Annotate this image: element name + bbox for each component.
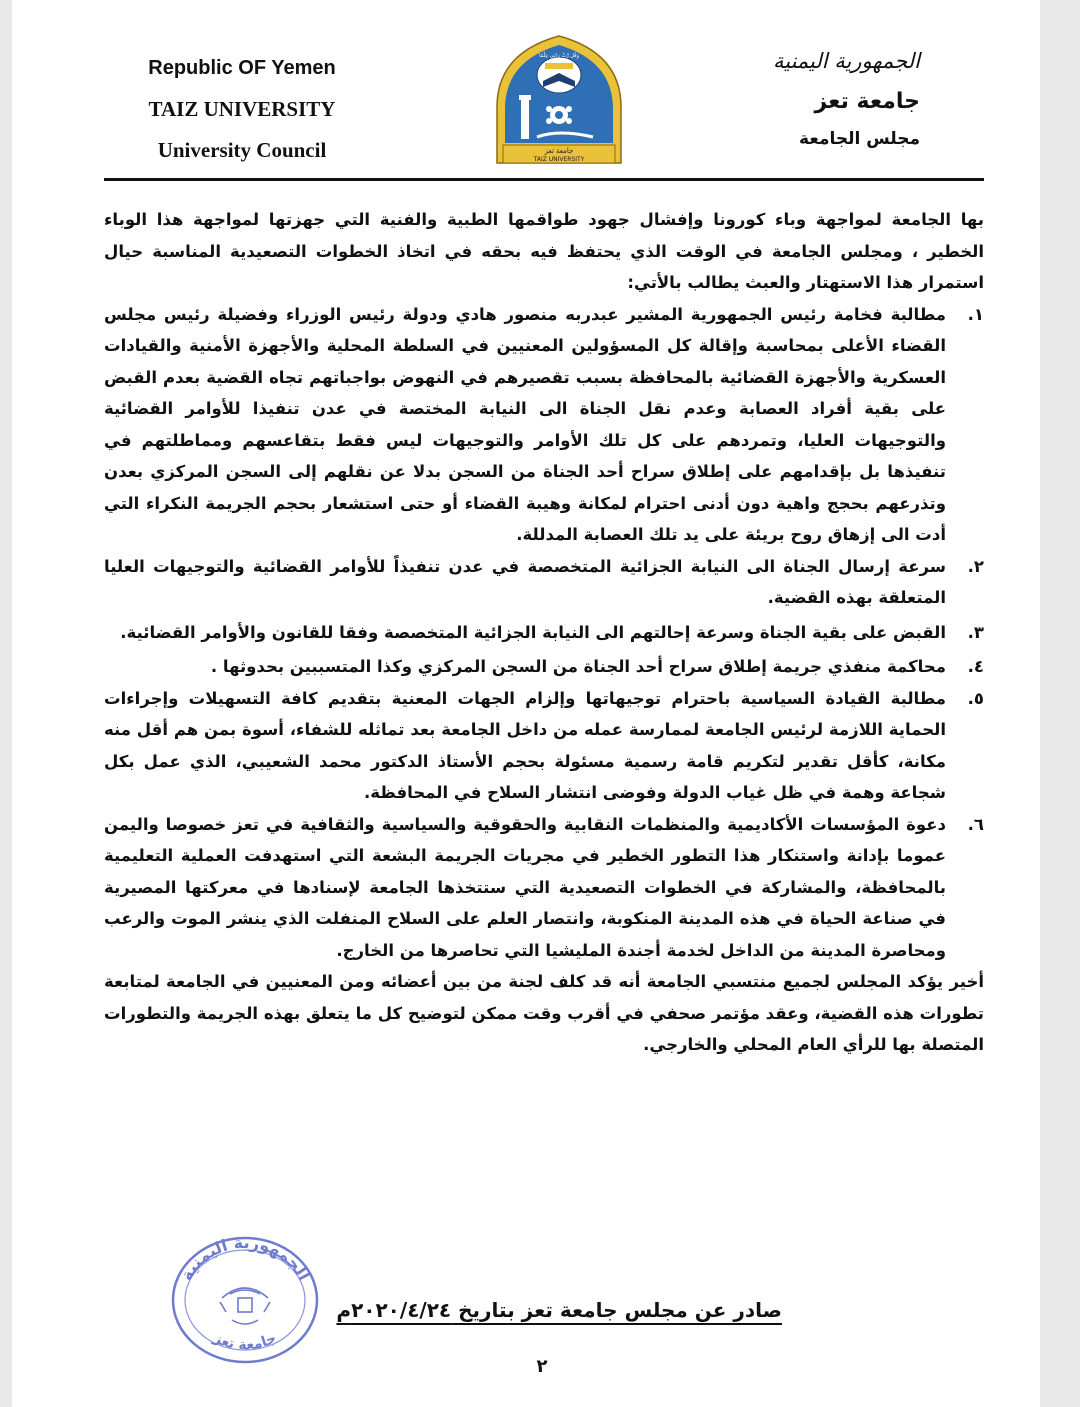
demand-number: ٣. — [967, 622, 984, 642]
english-republic: Republic OF Yemen — [148, 57, 336, 79]
demand-number: ٦. — [967, 814, 984, 834]
demand-number: ٢. — [967, 556, 984, 576]
demand-text: محاكمة منفذي جريمة إطلاق سراح أحد الجناة من السجن المركزي وكذا المتسببين بحدوثها . — [210, 657, 946, 676]
intro-paragraph: بها الجامعة لمواجهة وباء كورونا وإفشال جهود طواقمها الطبية والفنية التي جهزتها لمواجهة هذا الوباء الخطير ، ومجلس الجامعة في الوقت الذي يحتفظ فيه بحقه في اتخاذ الخطوات التصعيدية المناسبة حيال استمرار هذا الاستهتار والعبث يطالب بالأتي: — [104, 210, 984, 292]
arabic-council: مجلس الجامعة — [799, 129, 920, 149]
page-number: ٢ — [536, 1356, 548, 1377]
header-divider — [104, 178, 984, 181]
english-council: University Council — [157, 138, 327, 162]
svg-text:الجمهورية اليمنية — [176, 1233, 313, 1284]
demand-item — [104, 551, 984, 614]
demand-item — [104, 299, 984, 551]
demand-text: مطالبة القيادة السياسية باحترام توجيهاتها وإلزام الجهات المعنية بتقديم كافة التسهيلات وإجراءات الحماية اللازمة لرئيس الجامعة لممارسة عمله من داخل الجامعة بعد تماثله للشفاء، أسوة بمن هم أقل منه مكانة، كأقل تقدير لتكريم قامة رسمية مسئولة بحجم الأستاذ الدكتور محمد الشعيبي، الذي عمل بكل شجاعة وهمة في ظل غياب الدولة وفوضى انتشار السلاح في المحافظة. — [104, 688, 946, 802]
stamp-top-text: الجمهورية اليمنية — [176, 1232, 314, 1284]
arabic-letterhead — [720, 40, 920, 156]
stamp-bottom-text: جامعة تعز — [210, 1330, 280, 1354]
demand-item — [104, 651, 984, 683]
demand-text: دعوة المؤسسات الأكاديمية والمنظمات النقابية والحقوقية والسياسية والثقافية في تعز خصوصا واليمن عموما بإدانة واستنكار هذا التطور الخطير في مجريات الجريمة البشعة التي استهدفت العملية التعليمية بالمحافظة، والمشاركة في الخطوات التصعيدية التي ستتخذها الجامعة لإسنادها في معركتها المصيرية في صناعة الحياة في هذه المدينة المنكوبة، وانتصار العلم على السلاح المنفلت الذي ينشر الموت والرعب ومحاصرة المدينة من الداخل لخدمة أجندة المليشيا التي تحاصرها من الخارج. — [104, 814, 946, 960]
arabic-university: جامعة تعز — [814, 89, 920, 114]
demand-item — [104, 617, 984, 649]
english-university: TAIZ UNIVERSITY — [148, 97, 336, 121]
logo-arabic-name: جامعة تعز — [544, 147, 574, 155]
demand-text: القبض على بقية الجناة وسرعة إحالتهم الى النيابة الجزائية المتخصصة وفقا للقانون والأوامر القضائية. — [120, 622, 946, 642]
demand-text: سرعة إرسال الجناة الى النيابة الجزائية المتخصصة في عدن تنفيذاً للأوامر القضائية والتوجيهات العليا المتعلقة بهذه القضية. — [104, 556, 946, 607]
demand-item — [104, 809, 984, 967]
taiz-university-logo — [493, 33, 625, 167]
demand-item — [104, 683, 984, 809]
official-stamp — [160, 1228, 330, 1368]
arabic-republic: الجمهورية اليمنية — [772, 49, 920, 73]
letter-body — [104, 204, 984, 1061]
logo-top-text: وَقُل رَّبِّ زِدْنِي عِلْمًا — [539, 53, 579, 59]
demand-text: مطالبة فخامة رئيس الجمهورية المشير عبدربه منصور هادي ودولة رئيس الوزراء وفضيلة رئيس مجلس القضاء الأعلى بمحاسبة وإقالة كل المسؤولين المعنيين في السلطة المحلية والأجهزة الأمنية والقيادات العسكرية والأجهزة القضائية بالمحافظة بسبب تقصيرهم في النهوض بواجباتهم تجاه القضية بعدم القبض على بقية أفراد العصابة وعدم نقل الجناة الى النيابة المختصة في عدن تنفيذا للأوامر القضائية والتوجيهات العليا، وتمردهم على كل تلك الأوامر والتوجيهات ليس فقط بتقاعسهم ومماطلتهم في تنفيذها بل بإقدامهم على إطلاق سراح أحد الجناة من السجن بدلا عن نقلهم إلى السجن المركزي بعدن وتذرعهم بحجج واهية دون أدنى احترام لمكانة وهيبة القضاء أو حتى استشعار بحجم الجريمة النكراء التي أدت الى إزهاق روح بريئة على يد تلك العصابة المدللة. — [104, 304, 946, 544]
issue-date-line: صادر عن مجلس جامعة تعز بتاريخ ٢٠٢٠/٤/٢٤م — [336, 1298, 782, 1322]
demand-number: ٤. — [967, 657, 984, 676]
english-letterhead — [112, 48, 372, 171]
letterhead — [12, 0, 1040, 182]
demands-list — [104, 299, 984, 967]
logo-english-name: TAIZ UNIVERSITY — [533, 156, 585, 163]
demand-number: ١. — [967, 304, 984, 324]
svg-text:جامعة تعز — [210, 1330, 279, 1354]
closing-paragraph: أخير يؤكد المجلس لجميع منتسبي الجامعة أنه قد كلف لجنة من بين أعضائه ومن المعنيين في الجامعة لمتابعة تطورات هذه القضية، وعقد مؤتمر صحفي في أقرب وقت ممكن لتوضيح كل ما يتعلق بهذه الجريمة والتطورات المتصلة بها للرأي العام المحلي والخارجي. — [104, 972, 984, 1054]
demand-number: ٥. — [967, 688, 984, 708]
eagle-emblem-icon — [220, 1288, 270, 1324]
document-page — [12, 0, 1040, 1407]
